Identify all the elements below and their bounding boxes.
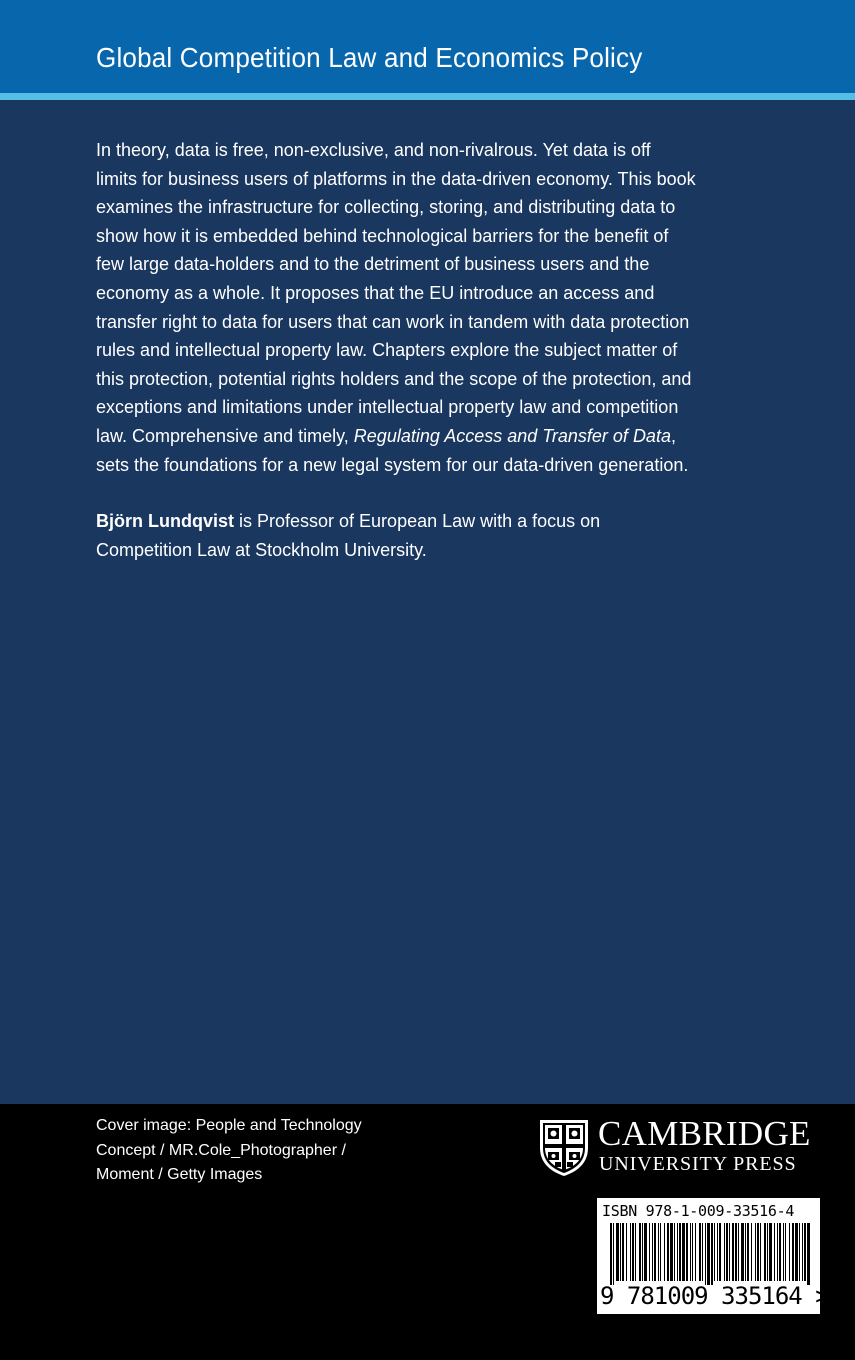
barcode-stripe: [630, 1223, 631, 1281]
barcode-stripe: [682, 1223, 685, 1281]
barcode-stripe: [635, 1223, 636, 1281]
barcode-stripe: [735, 1223, 737, 1281]
barcode-stripe: [783, 1223, 784, 1281]
publisher-logo: [538, 1116, 828, 1178]
barcode-stripe: [795, 1223, 798, 1281]
barcode-stripe: [686, 1223, 688, 1281]
barcode-stripe: [802, 1223, 803, 1281]
barcode-stripe: [757, 1223, 759, 1281]
barcode-stripe: [719, 1223, 721, 1281]
barcode-stripe: [705, 1223, 706, 1285]
barcode-stripe: [613, 1223, 614, 1285]
blurb-text-end: , sets the foundations for a new legal system for our data-driven generation.: [96, 425, 689, 475]
barcode-stripe: [799, 1223, 800, 1281]
barcode-stripe: [745, 1223, 746, 1281]
barcode-stripe: [649, 1223, 650, 1281]
barcode-stripe: [674, 1223, 675, 1281]
barcode-stripe: [707, 1223, 710, 1285]
blurb-text-start: In theory, data is free, non-exclusive, and non-rivalrous. Yet data is off limits for business users of platforms in the data-driven economy. This book examines the infrastructure for collecting, storing, and distributing data to show how it is embedded behind technological barriers for the benefit of few large data-holders and to the detriment of business users and the economy as a whole. It proposes that the EU introduce an access and transfer right to data for users that can work in tandem with data protection rules and intellectual property law. Chapters explore the subject matter of this protection, potential rights holders and the scope of the protection, and exceptions and limitations under intellectual property law and competition law. Comprehensive and timely,: [96, 140, 696, 446]
barcode-stripe: [667, 1223, 669, 1281]
barcode-stripe: [679, 1223, 681, 1281]
barcode-stripe: [658, 1223, 659, 1281]
series-title: Global Competition Law and Economics Policy: [96, 42, 643, 73]
barcode-stripe: [760, 1223, 761, 1281]
barcode-stripe: [714, 1223, 715, 1281]
barcode-stripe: [702, 1223, 703, 1281]
series-header: [0, 0, 855, 93]
barcode-stripe: [654, 1223, 656, 1281]
barcode-stripe: [626, 1223, 627, 1281]
barcode-stripe: [741, 1223, 744, 1281]
barcode-stripe: [644, 1223, 647, 1281]
barcode-stripe: [774, 1223, 775, 1281]
credit-line: Concept / MR.Cole_Photographer /: [96, 1141, 346, 1159]
publisher-name: CAMBRIDGE: [598, 1114, 811, 1153]
cover-image-credit: [96, 1114, 396, 1188]
barcode-stripe: [639, 1223, 641, 1281]
barcode-stripe: [738, 1223, 739, 1281]
barcode-stripe: [642, 1223, 643, 1281]
footer: [0, 1104, 855, 1360]
back-cover-text: [96, 136, 696, 564]
barcode-stripe: [652, 1223, 653, 1281]
publisher-subtitle: UNIVERSITY PRESS: [599, 1153, 797, 1175]
barcode-stripe: [670, 1223, 673, 1281]
credit-line: Cover image: People and Technology: [96, 1117, 362, 1134]
barcode-stripe: [755, 1223, 756, 1281]
barcode-stripe: [695, 1223, 696, 1281]
book-title: Regulating Access and Transfer of Data: [353, 425, 671, 446]
barcode-stripe: [777, 1223, 778, 1281]
barcode-stripe: [764, 1223, 766, 1281]
barcode-stripe: [726, 1223, 728, 1281]
barcode-stripe: [664, 1223, 665, 1281]
barcode-stripe: [620, 1223, 621, 1281]
barcode-stripe: [767, 1223, 768, 1281]
barcode-stripe: [769, 1223, 772, 1281]
isbn-barcode: [597, 1198, 829, 1314]
barcode-stripe: [747, 1223, 749, 1281]
barcode-stripe: [699, 1223, 701, 1281]
isbn-label: ISBN 978-1-009-33516-4: [602, 1202, 795, 1220]
barcode-stripe: [610, 1223, 612, 1285]
credit-line: Moment / Getty Images: [96, 1166, 263, 1183]
barcode-stripe: [632, 1223, 634, 1281]
barcode-stripe: [792, 1223, 794, 1281]
blurb-paragraph: [96, 136, 696, 479]
barcode-stripe: [724, 1223, 725, 1281]
barcode-stripe: [729, 1223, 730, 1281]
barcode-stripe: [616, 1223, 619, 1281]
barcode-digits: 9 781009 335164 >: [600, 1282, 829, 1310]
barcode-bars: [606, 1223, 814, 1285]
barcode-stripe: [779, 1223, 781, 1281]
barcode-stripe: [751, 1223, 752, 1281]
barcode-stripe: [711, 1223, 713, 1285]
barcode-stripe: [677, 1223, 678, 1281]
author-bio: [96, 507, 696, 564]
barcode-stripe: [785, 1223, 786, 1281]
header-divider: [0, 93, 855, 100]
barcode-stripe: [807, 1223, 810, 1285]
university-crest-icon: [538, 1118, 590, 1178]
author-name: Björn Lundqvist: [96, 511, 234, 532]
barcode-stripe: [804, 1223, 806, 1281]
barcode-stripe: [692, 1223, 693, 1281]
barcode-stripe: [622, 1223, 624, 1281]
barcode-stripe: [660, 1223, 661, 1281]
barcode-stripe: [789, 1223, 790, 1281]
barcode-stripe: [732, 1223, 734, 1281]
barcode-stripe: [717, 1223, 718, 1281]
author-bio-text: is Professor of European Law with a focus on Competition Law at Stockholm University.: [96, 511, 601, 560]
barcode-stripe: [690, 1223, 691, 1281]
